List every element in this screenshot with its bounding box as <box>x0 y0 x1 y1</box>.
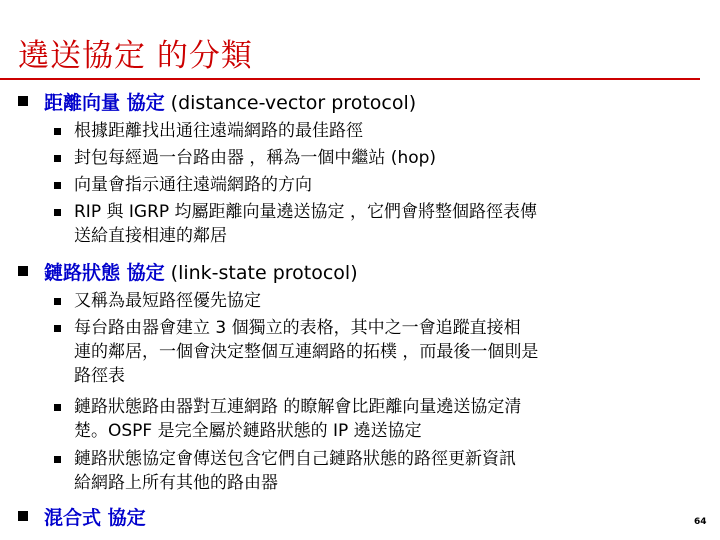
bullet-square <box>18 96 28 106</box>
section-heading-rest: (distance-vector protocol) <box>164 92 417 114</box>
list-item-line: 楚。OSPF 是完全屬於鏈路狀態的 IP 遶送協定 <box>74 421 422 441</box>
bullet-square <box>54 456 61 463</box>
section-heading-hybrid <box>44 503 146 530</box>
list-item-line: 連的鄰居，一個會決定整個互連網路的拓樸 ，而最後一個則是 <box>74 342 539 362</box>
section-heading-distance-vector <box>44 88 416 115</box>
bullet-square <box>54 128 61 135</box>
bullet-square <box>18 266 28 276</box>
list-item <box>74 316 538 388</box>
list-item <box>74 200 537 248</box>
bullet-square <box>54 404 61 411</box>
list-item <box>74 395 521 443</box>
bullet-square <box>54 325 61 332</box>
list-item-line: 鏈路狀態路由器對互連網路 的瞭解會比距離向量遶送協定清 <box>74 397 522 417</box>
bullet-square <box>18 511 28 521</box>
bullet-square <box>54 298 61 305</box>
bullet-square <box>54 182 61 189</box>
page-number: 64 <box>694 517 707 527</box>
list-item-line: 每台路由器會建立 3 個獨立的表格，其中之一會追蹤直接相 <box>74 318 521 338</box>
section-heading-highlight: 混合式 協定 <box>44 507 146 529</box>
list-item: 又稱為最短路徑優先協定 <box>74 291 261 311</box>
list-item-line: 送給直接相連的鄰居 <box>74 226 227 246</box>
section-heading-highlight: 鏈路狀態 協定 <box>44 262 165 284</box>
list-item-line: 鏈路狀態協定會傳送包含它們自己鏈路狀態的路徑更新資訊 <box>74 449 516 469</box>
bullet-square <box>54 209 61 216</box>
list-item: 向量會指示通往遠端網路的方向 <box>74 175 312 195</box>
list-item: 根據距離找出通往遠端網路的最佳路徑 <box>74 121 363 141</box>
section-heading-rest: (link-state protocol) <box>164 262 358 284</box>
section-heading-link-state <box>44 258 358 285</box>
list-item-line: 給網路上所有其他的路由器 <box>74 473 278 493</box>
list-item-line: RIP 與 IGRP 均屬距離向量遶送協定 ，它們會將整個路徑表傳 <box>74 202 537 222</box>
list-item-line: 路徑表 <box>74 366 125 386</box>
list-item <box>74 447 516 495</box>
list-item: 封包每經過一台路由器 ，稱為一個中繼站 (hop) <box>74 148 437 168</box>
slide-title: 遶送協定 的分類 <box>18 38 253 74</box>
section-heading-highlight: 距離向量 協定 <box>44 92 165 114</box>
bullet-square <box>54 155 61 162</box>
